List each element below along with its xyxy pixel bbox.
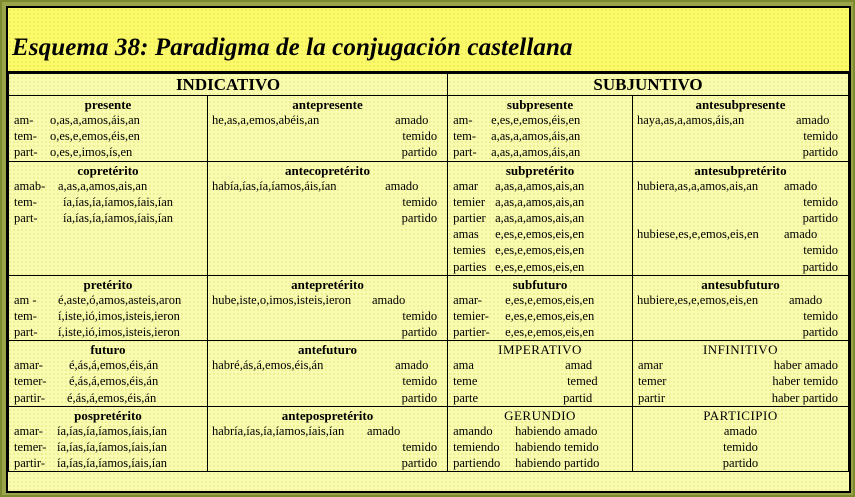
- stem: amas: [453, 227, 479, 242]
- tense-label: antepretérito: [291, 276, 364, 292]
- participle: temido: [803, 243, 838, 258]
- participle: temido: [402, 194, 438, 209]
- stem: temier: [453, 194, 486, 209]
- title-bar: [8, 8, 849, 73]
- participle: temido: [803, 129, 838, 144]
- cell-antecopreterito: [207, 161, 447, 275]
- auxiliary: habría,ías,ía,íamos,íais,ían: [211, 423, 345, 438]
- auxiliary: he,as,a,emos,abéis,an: [211, 113, 320, 127]
- endings: é,ás,á,emos,éis,án: [67, 390, 157, 405]
- stem: part-: [14, 210, 38, 225]
- tense-label: antesubpretérito: [694, 162, 787, 178]
- compound-form: haber temido: [772, 374, 838, 389]
- participle: temido: [803, 194, 838, 209]
- tense-label: antefuturo: [298, 342, 357, 358]
- stem: amar-: [14, 423, 43, 438]
- tense-label: subpresente: [506, 97, 574, 112]
- endings: a,as,a,amos,ais,an: [495, 178, 585, 193]
- tense-label: futuro: [90, 342, 126, 358]
- compound-form: habiendo partido: [515, 456, 600, 471]
- tense-label: copretérito: [77, 162, 139, 178]
- table-row: [9, 275, 849, 341]
- cell-presente: [9, 96, 208, 162]
- endings: e,es,e,emos,eis,en: [495, 243, 585, 258]
- tense-label: antepresente: [292, 97, 363, 112]
- table-row: [9, 341, 849, 407]
- page-title: Esquema 38: Paradigma de la conjugación castellana: [12, 34, 573, 61]
- endings: e,es,e,emos,eis,en: [505, 292, 595, 307]
- simple-form: temer: [637, 374, 667, 389]
- singular: teme: [453, 374, 478, 389]
- stem: tem-: [14, 194, 37, 209]
- plural: amad: [565, 358, 593, 373]
- participle: partido: [802, 145, 838, 160]
- auxiliary: hubiera,as,a,amos,ais,an: [636, 178, 759, 193]
- conjugation-table: [8, 73, 849, 472]
- table-row: [9, 96, 849, 162]
- endings: e,es,e,emos,eis,en: [495, 259, 585, 274]
- mood-header-row: [9, 74, 849, 96]
- cell-pospreterito: [9, 406, 208, 472]
- endings: í,iste,ió,imos,isteis,ieron: [58, 325, 180, 340]
- plural: partid: [563, 390, 593, 405]
- stem: temer-: [14, 440, 47, 454]
- stem: parties: [453, 259, 487, 274]
- stem: temier-: [453, 308, 489, 323]
- indicativo-header: INDICATIVO: [9, 74, 448, 96]
- endings: o,es,e,imos,ís,en: [50, 145, 133, 160]
- participle: amado: [783, 178, 818, 193]
- endings: a,as,a,amos,ais,an: [495, 194, 585, 209]
- auxiliary: hubiere,es,e,emos,eis,en: [636, 292, 759, 307]
- participle: amado: [395, 113, 429, 127]
- cell-imperativo: [448, 341, 633, 407]
- participle: amado: [783, 227, 818, 242]
- tense-label: subpretérito: [505, 162, 575, 178]
- participle: partido: [401, 145, 438, 160]
- auxiliary: habré,ás,á,emos,éis,án: [211, 358, 324, 373]
- participle: amado: [723, 423, 758, 438]
- cell-antepospreterito: [207, 406, 447, 472]
- endings: e,es,e,emos,eis,en: [495, 227, 585, 242]
- cell-infinitivo: [632, 341, 848, 407]
- endings: a,as,a,amos,áis,an: [491, 129, 581, 144]
- endings: a,as,a,amos,ais,an: [58, 178, 148, 193]
- participle: partido: [802, 325, 838, 340]
- stem: amar-: [14, 358, 43, 373]
- participle: amado: [395, 358, 429, 373]
- scheme-panel: [6, 6, 851, 493]
- cell-preterito: [9, 275, 208, 341]
- table-row: [9, 406, 849, 472]
- participle: temido: [402, 129, 438, 144]
- mood-label: INFINITIVO: [702, 342, 778, 358]
- singular: parte: [453, 390, 479, 405]
- cell-antefuturo: [207, 341, 447, 407]
- stem: amar: [453, 178, 479, 193]
- endings: ía,ías,ía,íamos,íais,ían: [57, 456, 168, 471]
- cell-antesubfuturo: [632, 275, 848, 341]
- stem: partir-: [14, 456, 45, 471]
- subjuntivo-header: SUBJUNTIVO: [448, 74, 849, 96]
- endings: é,aste,ó,amos,asteis,aron: [58, 292, 182, 307]
- endings: o,es,e,emos,éis,en: [50, 129, 140, 144]
- endings: a,as,a,amos,ais,an: [495, 210, 585, 225]
- tense-label: pretérito: [83, 276, 133, 292]
- participle: partido: [401, 456, 438, 471]
- participle: amado: [366, 423, 401, 438]
- stem: amar-: [453, 292, 482, 307]
- stem: partier: [453, 210, 486, 225]
- participle: temido: [723, 440, 758, 454]
- endings: e,es,e,emos,eis,en: [505, 308, 595, 323]
- auxiliary: había,ías,ía,íamos,áis,ían: [211, 178, 337, 193]
- compound-form: haber partido: [771, 390, 838, 405]
- participle: amado: [385, 178, 419, 193]
- compound-form: haber amado: [773, 358, 838, 373]
- compound-form: habiendo temido: [515, 440, 599, 454]
- participle: amado: [788, 292, 823, 307]
- plural: temed: [567, 374, 598, 389]
- tense-label: antesubpresente: [695, 97, 786, 112]
- stem: part-: [14, 145, 38, 160]
- mood-label: GERUNDIO: [504, 407, 576, 423]
- stem: am-: [14, 113, 34, 127]
- mood-label: PARTICIPIO: [703, 407, 778, 423]
- stem: tem-: [14, 129, 37, 144]
- cell-gerundio: [448, 406, 633, 472]
- endings: í,iste,ió,imos,isteis,ieron: [58, 308, 180, 323]
- cell-antesubpresente: [632, 96, 848, 162]
- participle: partido: [802, 210, 838, 225]
- cell-antesubpreterito: [632, 161, 848, 275]
- stem: temer-: [14, 374, 47, 389]
- auxiliary: hube,iste,o,imos,isteis,ieron: [211, 292, 352, 307]
- simple-form: amar: [637, 358, 663, 373]
- simple-form: temiendo: [453, 440, 500, 454]
- participle: amado: [371, 292, 406, 307]
- simple-form: partir: [637, 390, 666, 405]
- auxiliary: haya,as,a,amos,áis,an: [636, 113, 745, 127]
- endings: ía,ías,ía,íamos,íais,ían: [63, 210, 174, 225]
- stem: tem-: [453, 129, 476, 144]
- cell-subpresente: [448, 96, 633, 162]
- participle: partido: [802, 259, 838, 274]
- tense-label: antecopretérito: [285, 162, 370, 178]
- tense-label: pospretérito: [74, 407, 142, 423]
- stem: part-: [14, 325, 38, 340]
- endings: é,ás,á,emos,éis,án: [69, 374, 159, 389]
- simple-form: amando: [453, 423, 493, 438]
- compound-form: habiendo amado: [515, 423, 598, 438]
- stem: am -: [14, 292, 37, 307]
- participle: temido: [402, 308, 438, 323]
- cell-antepreterito: [207, 275, 447, 341]
- auxiliary: hubiese,es,e,emos,eis,en: [636, 227, 759, 242]
- endings: o,as,a,amos,áis,an: [50, 113, 140, 127]
- participle: partido: [401, 325, 438, 340]
- participle: amado: [796, 113, 830, 127]
- tense-label: antepospretérito: [281, 407, 374, 423]
- tense-label: presente: [84, 97, 132, 112]
- cell-subpreterito: [448, 161, 633, 275]
- tense-label: subfuturo: [512, 276, 568, 292]
- endings: e,es,e,emos,eis,en: [505, 325, 595, 340]
- cell-futuro: [9, 341, 208, 407]
- endings: ía,ías,ía,íamos,íais,ían: [57, 423, 168, 438]
- cell-subfuturo: [448, 275, 633, 341]
- stem: temies: [453, 243, 486, 258]
- endings: ía,ías,ía,íamos,íais,ían: [63, 194, 174, 209]
- participle: partido: [401, 390, 438, 405]
- participle: partido: [722, 456, 759, 471]
- singular: ama: [453, 358, 474, 373]
- stem: part-: [453, 145, 477, 160]
- stem: tem-: [14, 308, 37, 323]
- stem: partir-: [14, 390, 45, 405]
- stem: partier-: [453, 325, 490, 340]
- table-row: [9, 161, 849, 275]
- mood-label: IMPERATIVO: [498, 342, 582, 358]
- cell-participio: [632, 406, 848, 472]
- participle: temido: [402, 440, 438, 454]
- endings: ía,ías,ía,íamos,íais,ían: [57, 440, 168, 454]
- cell-copreterito: [9, 161, 208, 275]
- participle: temido: [402, 374, 438, 389]
- endings: a,as,a,amos,áis,an: [491, 145, 581, 160]
- participle: temido: [803, 308, 838, 323]
- cell-antepresente: [207, 96, 447, 162]
- simple-form: partiendo: [453, 456, 501, 471]
- endings: e,es,e,emos,éis,en: [491, 113, 581, 127]
- stem: am-: [453, 113, 473, 127]
- participle: partido: [401, 210, 438, 225]
- tense-label: antesubfuturo: [701, 276, 780, 292]
- endings: é,ás,á,emos,éis,án: [69, 358, 159, 373]
- stem: amab-: [14, 178, 46, 193]
